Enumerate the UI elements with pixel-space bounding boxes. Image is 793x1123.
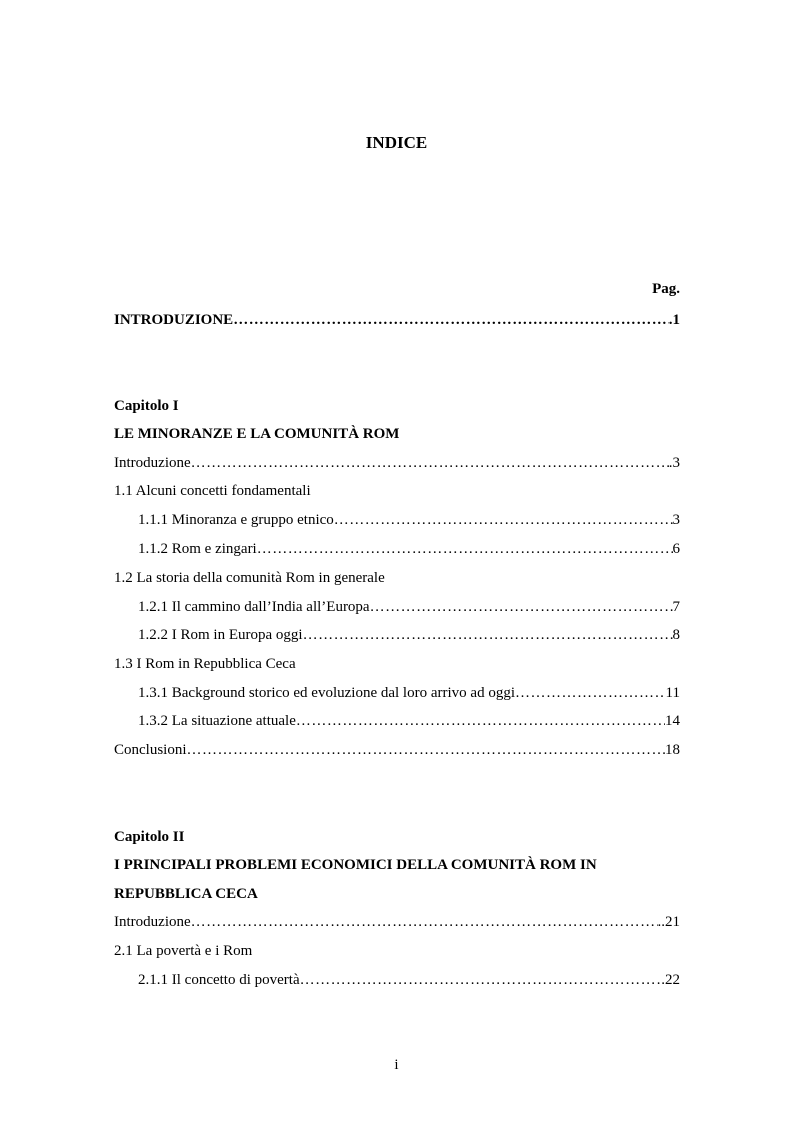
leader-dots (187, 740, 665, 760)
pag-label: Pag. (652, 281, 680, 297)
entry-title: 2.1.1 Il concetto di povertà (138, 972, 300, 988)
toc-entry-ch1-conclusioni[interactable] (114, 740, 680, 760)
chapter2-label: Capitolo II (114, 829, 185, 845)
leader-dots (257, 539, 673, 559)
toc-entry-introduzione[interactable] (114, 310, 680, 330)
entry-title: 1.3.1 Background storico ed evoluzione dal loro arrivo ad oggi (138, 685, 515, 701)
entry-page: .22 (661, 972, 680, 988)
toc-section-1-2[interactable]: 1.2 La storia della comunità Rom in generale (114, 570, 385, 586)
toc-entry-1-2-1[interactable] (138, 597, 680, 617)
entry-page: 7 (672, 599, 680, 615)
toc-section-1-3[interactable]: 1.3 I Rom in Repubblica Ceca (114, 656, 296, 672)
entry-page: 8 (672, 627, 680, 643)
entry-title: 1.1.1 Minoranza e gruppo etnico (138, 512, 334, 528)
page-number: i (394, 1057, 399, 1073)
entry-title: Conclusioni (114, 742, 187, 758)
toc-entry-ch1-intro[interactable] (114, 453, 680, 473)
entry-page: 14 (665, 713, 680, 729)
entry-title: 1.2.2 I Rom in Europa oggi (138, 627, 303, 643)
toc-entry-1-1-1[interactable] (138, 510, 680, 530)
entry-title: 1.2.1 Il cammino dall’India all’Europa (138, 599, 370, 615)
toc-entry-1-3-1[interactable] (138, 683, 680, 703)
leader-dots (370, 597, 673, 617)
entry-page: .3 (668, 455, 680, 471)
entry-page: 11 (665, 685, 680, 701)
chapter1-label: Capitolo I (114, 398, 179, 414)
leader-dots (515, 683, 666, 703)
entry-title: Introduzione (114, 914, 191, 930)
entry-page: 18 (665, 742, 680, 758)
toc-entry-ch2-intro[interactable] (114, 912, 680, 932)
toc-section-2-1[interactable]: 2.1 La povertà e i Rom (114, 943, 253, 959)
entry-title: 1.3.2 La situazione attuale (138, 713, 296, 729)
entry-page: .1 (668, 312, 680, 328)
chapter2-heading-line1: I PRINCIPALI PROBLEMI ECONOMICI DELLA COMUNITÀ ROM IN (114, 857, 597, 873)
toc-entry-1-2-2[interactable] (138, 625, 680, 645)
entry-page: 6 (672, 541, 680, 557)
chapter2-heading-line2: REPUBBLICA CECA (114, 886, 258, 902)
chapter1-heading: LE MINORANZE E LA COMUNITÀ ROM (114, 426, 400, 442)
leader-dots (303, 625, 673, 645)
toc-entry-1-3-2[interactable] (138, 711, 680, 731)
entry-title: INTRODUZIONE (114, 312, 234, 328)
entry-title: Introduzione (114, 455, 191, 471)
leader-dots (300, 970, 662, 990)
toc-entry-1-1-2[interactable] (138, 539, 680, 559)
leader-dots (233, 310, 669, 330)
toc-entry-2-1-1[interactable] (138, 970, 680, 990)
entry-title: 1.1.2 Rom e zingari (138, 541, 257, 557)
leader-dots (334, 510, 673, 530)
entry-page: ..21 (657, 914, 680, 930)
entry-page: 3 (672, 512, 680, 528)
leader-dots (296, 711, 665, 731)
toc-section-1-1[interactable]: 1.1 Alcuni concetti fondamentali (114, 483, 311, 499)
page-title: INDICE (365, 133, 428, 152)
leader-dots (191, 912, 658, 932)
leader-dots (191, 453, 669, 473)
